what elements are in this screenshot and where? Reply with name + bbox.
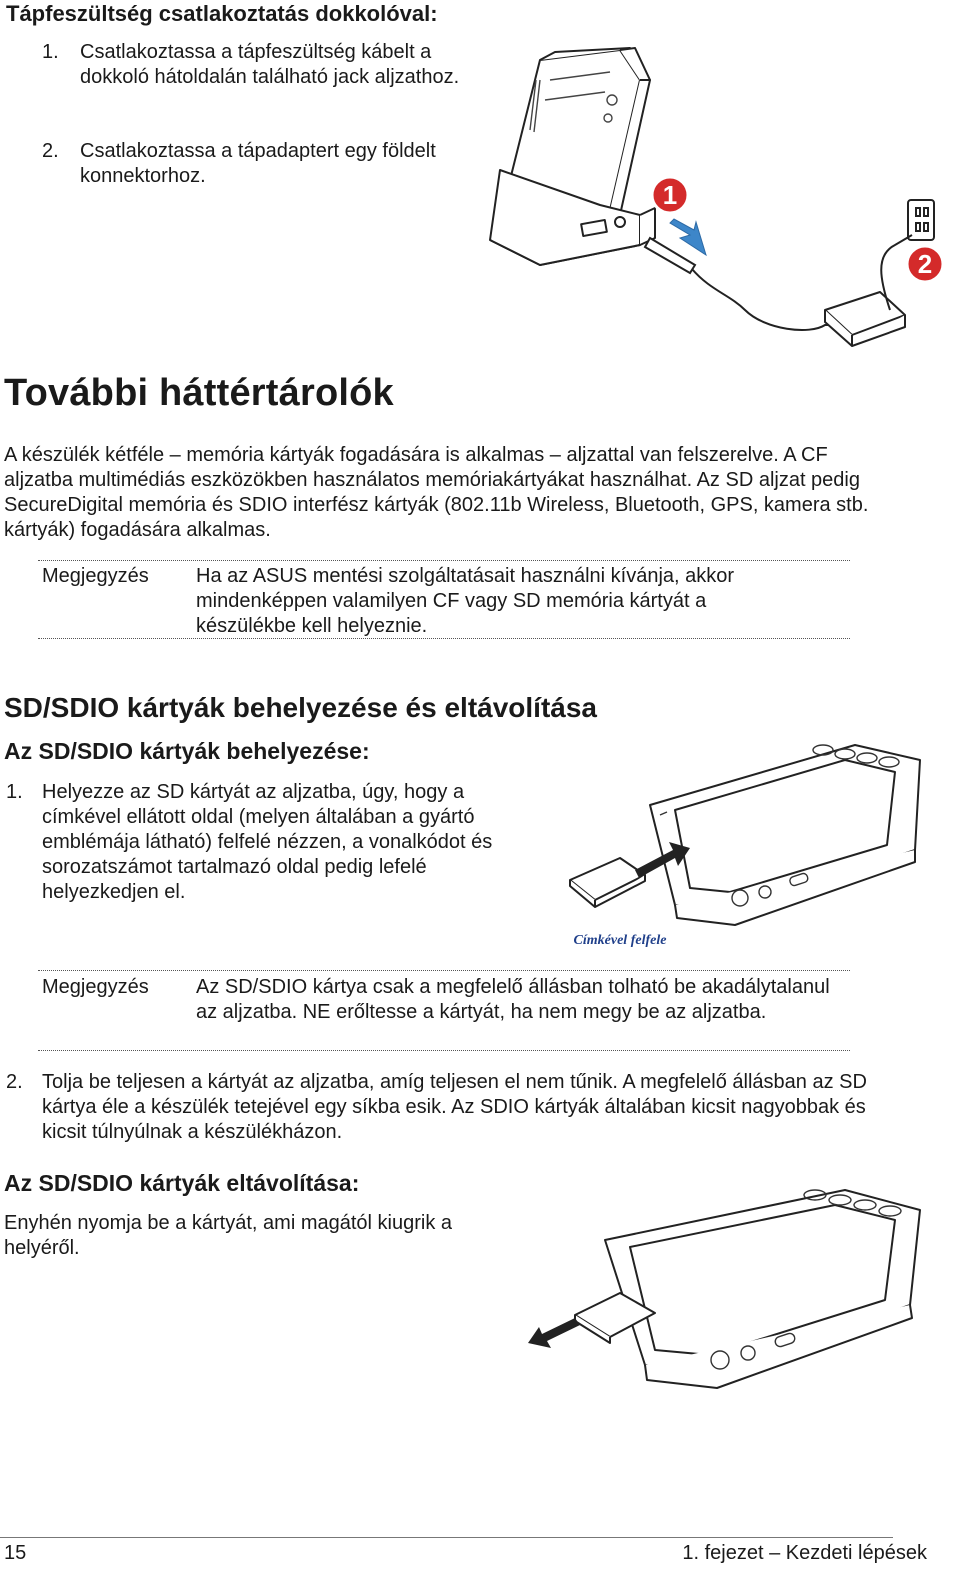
note-text: Az SD/SDIO kártya csak a megfelelő állásban tolható be akadálytalanul az aljzatba. NE erőltesse a kártyát, ha nem megy be az aljzatba.	[196, 976, 830, 1023]
page-number: 15	[4, 1542, 27, 1564]
power-steps-list	[0, 40, 480, 189]
dock-power-illustration	[480, 40, 950, 340]
footer-divider	[0, 1537, 893, 1538]
section-heading-sd: SD/SDIO kártyák behelyezése és eltávolítása	[4, 692, 597, 723]
step-text: Helyezze az SD kártyát az aljzatba, úgy, hogy a címkével ellátott oldal (melyen általában a gyártó emblémája látható) felfelé nézzen, a vonalkódot és sorozatszámot tartalmazó oldal pedig lefelé helyezkedjen el.	[42, 781, 493, 903]
figure-caption: Címkével felfele	[573, 933, 667, 948]
note-label: Megjegyzés	[42, 976, 149, 998]
subheading-remove: Az SD/SDIO kártyák eltávolítása:	[4, 1170, 360, 1196]
note-divider	[38, 970, 850, 971]
note-text: Ha az ASUS mentési szolgáltatásait használni kívánja, akkor mindenképpen valamilyen CF vagy SD memória kártyát a készülékbe kell helyeznie.	[196, 565, 735, 637]
step-number: 1.	[42, 41, 59, 63]
remove-text: Enyhén nyomja be a kártyát, ami magától kiugrik a helyéről.	[4, 1212, 452, 1259]
note-divider	[38, 560, 850, 561]
subheading-insert: Az SD/SDIO kártyák behelyezése:	[4, 738, 370, 764]
section-heading-power: Tápfeszültség csatlakoztatás dokkolóval:	[6, 1, 438, 26]
step-text: Csatlakoztassa a tápfeszültség kábelt a dokkoló hátoldalán található jack aljzathoz.	[80, 41, 460, 88]
storage-paragraph: A készülék kétféle – memória kártyák fogadására is alkalmas – aljzattal van felszerelve. A CF aljzatba multimédiás eszközökben használatos memóriakártyákat használhat. Az SD aljzat pedig SecureDigital memória és SDIO interfész kártyák (802.11b Wireless, Bluetooth, GPS, kamera stb. kártyák) fogadására alkalmas.	[4, 444, 869, 541]
list-item	[0, 139, 480, 189]
step-number: 2.	[42, 140, 59, 162]
step-number: 1.	[6, 781, 23, 803]
chapter-title: 1. fejezet – Kezdeti lépések	[682, 1542, 927, 1564]
note-divider	[38, 638, 850, 639]
sd-insert-illustration	[565, 740, 935, 955]
step-text: Csatlakoztassa a tápadaptert egy földelt konnektorhoz.	[80, 140, 436, 187]
note-label: Megjegyzés	[42, 565, 149, 587]
callout-badge-2-label: 2	[917, 249, 933, 279]
section-heading-storage: További háttértárolók	[4, 372, 394, 414]
step-text: Tolja be teljesen a kártyát az aljzatba, amíg teljesen el nem tűnik. A megfelelő állásban az SD kártya éle a készülék tetejével egy síkba esik. Az SDIO kártyák általában kicsit nagyobbak és kicsit túlnyúlnak a készülékházon.	[42, 1071, 867, 1143]
list-item	[0, 40, 480, 115]
callout-badge-1-label: 1	[662, 180, 678, 210]
step-number: 2.	[6, 1071, 23, 1093]
sd-remove-illustration	[525, 1185, 935, 1395]
note-divider	[38, 1050, 850, 1051]
